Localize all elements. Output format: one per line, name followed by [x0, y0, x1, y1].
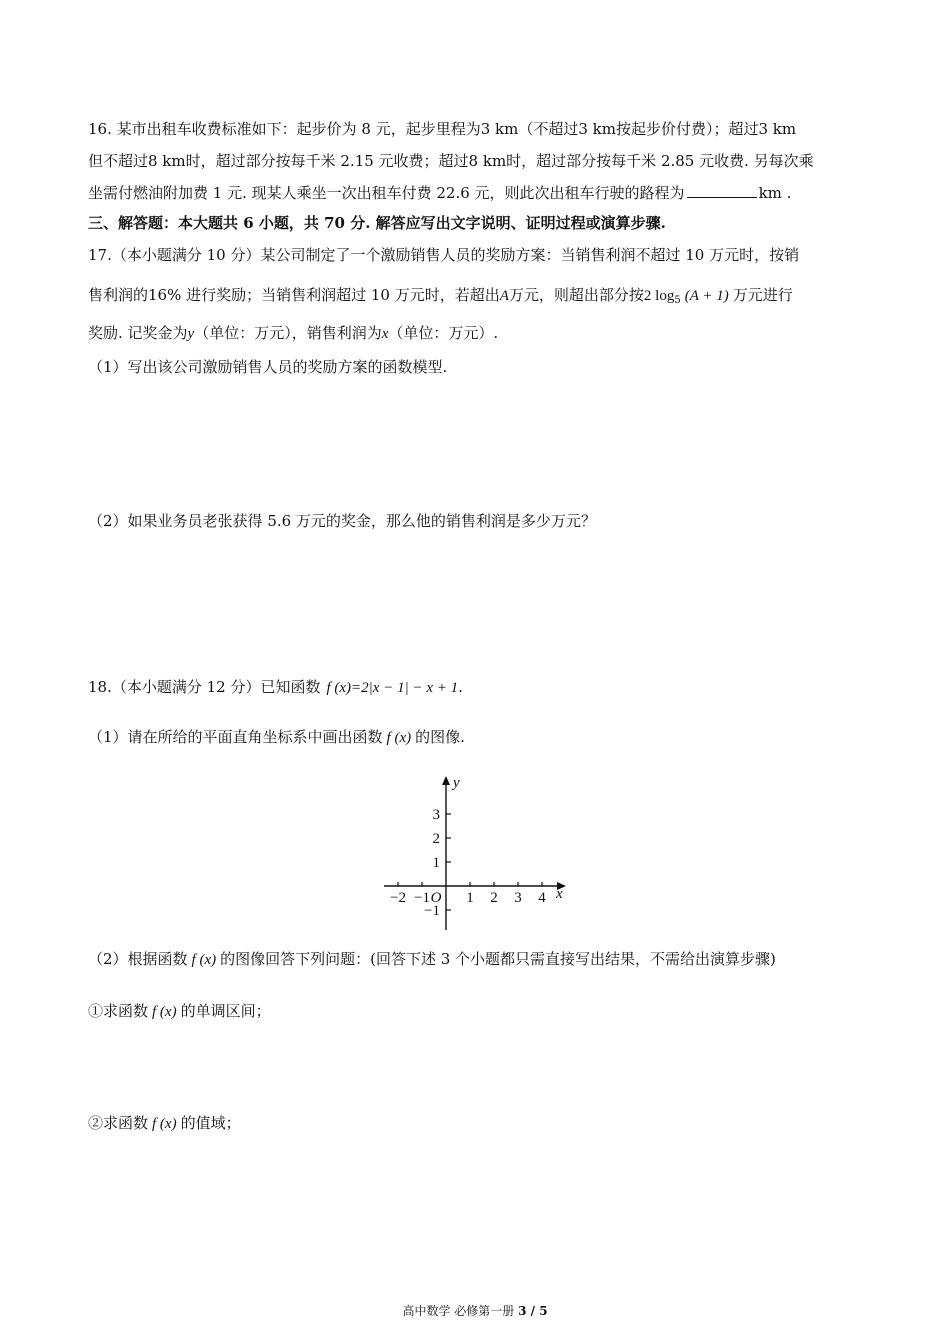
- y-tick-label: 2: [432, 831, 440, 847]
- q17-var-A: A: [499, 288, 509, 304]
- q18-sub-1-text-b: 的单调区间；: [180, 1002, 271, 1020]
- q17-text-3a: 奖励. 记奖金为: [88, 324, 188, 342]
- q18-sub-1-f: f (x): [152, 1004, 177, 1020]
- q17-var-y: y: [187, 326, 195, 342]
- x-tick-label: −1: [414, 890, 430, 906]
- x-tick-label: −2: [390, 890, 406, 906]
- q16-line-2: [88, 150, 868, 172]
- q18-sub-2-text-b: 的值域；: [180, 1114, 241, 1132]
- q16-text-3: 坐需付燃油附加费 1 元. 现某人乘坐一次出租车付费 22.6 元，则此次出租车行驶的路程为: [88, 184, 685, 202]
- x-tick-label: 3: [514, 890, 522, 906]
- q16-text-2: 但不超过8 km时，超过部分按每千米 2.15 元收费；超过8 km时，超过部分按每千米 2.85 元收费. 另每次乘: [88, 152, 814, 170]
- section-3-heading: [88, 212, 868, 234]
- q18-part-1-f: f (x): [386, 730, 412, 746]
- x-tick-label: 1: [466, 890, 474, 906]
- answer-blank[interactable]: [687, 183, 757, 198]
- y-tick-label: 3: [432, 807, 440, 823]
- q17-part-2-text: （2）如果业务员老张获得 5.6 万元的奖金，那么他的销售利润是多少万元？: [88, 512, 596, 530]
- q18-part-1-text-b: 的图像.: [415, 728, 465, 746]
- q16-line-3: [88, 182, 868, 204]
- page-number: 3 / 5: [518, 1304, 548, 1318]
- q18-sub-1: [88, 1000, 868, 1023]
- coordinate-plane: [380, 772, 570, 932]
- section-3-text: 三、解答题：本大题共 6 小题，共 70 分. 解答应写出文字说明、证明过程或演算步骤.: [88, 214, 666, 232]
- q18-part-2-text-b: 的图像回答下列问题：(回答下述 3 个小题都只需直接写出结果，不需给出演算步骤): [220, 950, 776, 968]
- q17-line-3: [88, 322, 868, 345]
- q17-log-base: 5: [674, 295, 681, 306]
- q18-sub-2-text-a: ②求函数: [88, 1114, 149, 1132]
- x-tick-label: 2: [490, 890, 498, 906]
- q17-text-3b: （单位：万元），销售利润为: [194, 324, 382, 342]
- q17-text-2a: 售利润的16% 进行奖励；当销售利润超过 10 万元时，若超出: [88, 286, 500, 304]
- q17-line-1: [88, 244, 868, 266]
- footer-title: 高中数学 必修第一册: [402, 1304, 515, 1318]
- q18-part-1-text-a: （1）请在所给的平面直角坐标系中画出函数: [88, 728, 383, 746]
- q17-log-arg: (A + 1): [684, 288, 729, 304]
- q18-sub-2: [88, 1112, 868, 1135]
- q16-text-1: 16. 某市出租车收费标准如下：起步价为 8 元，起步里程为3 km（不超过3 km按起步价付费）；超过3 km: [88, 120, 797, 138]
- q18-sub-2-f: f (x): [152, 1116, 177, 1132]
- q17-part-1-text: （1）写出该公司激励销售人员的奖励方案的函数模型.: [88, 358, 448, 376]
- q17-line-2: [88, 284, 868, 312]
- q18-text-1a: 18.（本小题满分 12 分）已知函数: [88, 678, 321, 696]
- q18-part-2-f: f (x): [191, 952, 217, 968]
- q17-part-1: [88, 356, 868, 378]
- x-axis-label: x: [556, 886, 563, 902]
- q17-text-2c: 万元进行: [732, 286, 793, 304]
- q18-period: .: [458, 678, 463, 696]
- q17-part-2: [88, 510, 868, 532]
- q17-text-2b: 万元，则超出部分按: [508, 286, 644, 304]
- x-tick-label: 4: [538, 890, 546, 906]
- q17-text-3c: （单位：万元）.: [388, 324, 499, 342]
- y-tick-label: −1: [424, 903, 440, 919]
- q16-unit: km .: [758, 184, 792, 202]
- y-axis-label: y: [453, 775, 460, 791]
- q18-part-1: [88, 726, 868, 749]
- q17-log-coef: 2 log: [643, 288, 675, 304]
- q18-line-1: [88, 676, 868, 699]
- y-tick-label: 1: [432, 855, 440, 871]
- page-footer: [0, 1302, 950, 1319]
- q18-sub-1-text-a: ①求函数: [88, 1002, 149, 1020]
- q18-function: f (x)=2|x − 1| − x + 1: [326, 680, 459, 696]
- q16-line-1: [88, 118, 868, 140]
- q18-part-2-text-a: （2）根据函数: [88, 950, 188, 968]
- origin-label: O: [430, 890, 442, 906]
- q18-part-2: [88, 948, 868, 971]
- q17-text-1: 17.（本小题满分 10 分）某公司制定了一个激励销售人员的奖励方案：当销售利润不超过 10 万元时，按销: [88, 246, 800, 264]
- q17-var-x: x: [381, 326, 389, 342]
- y-axis-arrow: [442, 776, 450, 785]
